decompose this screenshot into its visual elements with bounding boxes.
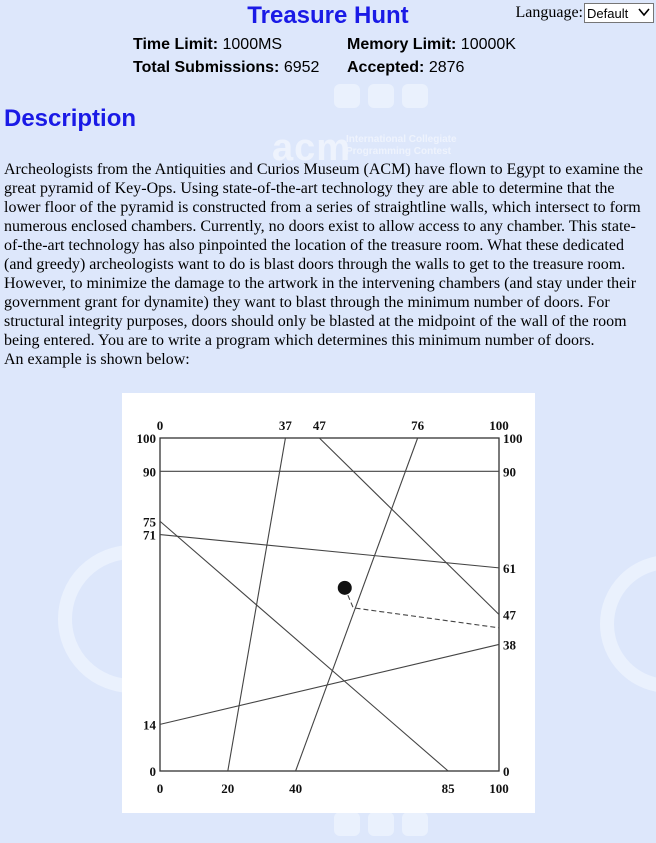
figure-right-label-3: 47 xyxy=(503,607,516,623)
language-select-value: Default xyxy=(587,5,629,21)
total-submissions-label: Total Submissions: xyxy=(133,59,280,76)
figure-top-label-4: 100 xyxy=(489,418,509,433)
figure-wall-3 xyxy=(296,438,418,771)
watermark-seal-right xyxy=(600,555,656,693)
figure-right-label-1: 90 xyxy=(503,464,516,480)
description-paragraph: Archeologists from the Antiquities and Curios Museum (ACM) have flown to Egypt to examine the great pyramid of Key-Ops. Using state-of-the-art technology they are able to determine that the lower floor of the pyramid is constructed from a series of straightline walls, which intersect to form numerous enclosed chambers. Currently, no doors exist to allow access to any chamber. This state-of-the-art technology has also pinpointed the location of the treasure room. What these dedicated (and greedy) archeologists want to do is blast doors through the walls to get to the treasure room. However, to minimize the damage to the artwork in the intervening chambers (and stay under their government grant for dynamite) they want to blast through the minimum number of doors. For structural integrity purposes, doors should only be blasted at the midpoint of the wall of the room being entered. You are to write a program which determines this minimum number of doors. xyxy=(4,161,644,349)
treasure-marker xyxy=(338,581,352,595)
figure-bottom-label-2: 40 xyxy=(289,781,303,796)
total-submissions xyxy=(133,59,319,77)
figure-right-label-2: 61 xyxy=(503,560,516,576)
language-selector xyxy=(515,3,654,23)
watermark-acm-subtitle: International Collegiate Programming Contest xyxy=(346,134,457,157)
example-figure-svg xyxy=(122,393,535,813)
figure-left-label-0: 100 xyxy=(136,431,156,446)
figure-wall-5 xyxy=(160,535,499,568)
figure-left-label-5: 0 xyxy=(149,764,156,779)
figure-left-label-4: 14 xyxy=(143,717,156,733)
figure-frame xyxy=(160,438,499,771)
figure-dashed-path xyxy=(345,588,499,628)
language-select[interactable] xyxy=(584,3,654,23)
figure-top-label-0: 0 xyxy=(156,418,164,433)
watermark-acm-text: acm xyxy=(272,127,352,169)
example-line: An example is shown below: xyxy=(4,351,190,368)
time-limit-label: Time Limit: xyxy=(133,36,219,53)
figure-left-label-3: 71 xyxy=(143,527,156,543)
time-limit xyxy=(133,36,282,54)
figure-bottom-label-3: 85 xyxy=(441,781,455,796)
time-limit-value: 1000MS xyxy=(222,36,283,53)
figure-bottom-label-0: 0 xyxy=(156,781,164,796)
figure-top-label-3: 76 xyxy=(411,418,425,433)
description-body xyxy=(4,160,654,369)
figure-right-label-5: 0 xyxy=(503,764,510,779)
figure-bottom-label-1: 20 xyxy=(221,781,235,796)
figure-top-label-2: 47 xyxy=(312,418,326,433)
chevron-down-icon xyxy=(638,6,650,18)
figure-right-label-0: 100 xyxy=(503,431,523,446)
memory-limit xyxy=(347,36,516,54)
description-heading: Description xyxy=(4,105,137,132)
memory-limit-label: Memory Limit: xyxy=(347,36,457,53)
figure-wall-6 xyxy=(160,644,499,724)
figure-right-label-4: 38 xyxy=(503,637,516,653)
accepted-label: Accepted: xyxy=(347,59,425,76)
accepted-value: 2876 xyxy=(428,59,465,76)
accepted xyxy=(347,59,464,77)
figure-left-label-2: 75 xyxy=(143,514,156,530)
memory-limit-value: 10000K xyxy=(460,36,516,53)
figure-bottom-label-4: 100 xyxy=(489,781,509,796)
watermark-logo-top xyxy=(332,80,422,110)
page-title: Treasure Hunt xyxy=(247,2,409,29)
total-submissions-value: 6952 xyxy=(283,59,320,76)
figure-top-label-1: 37 xyxy=(278,418,292,433)
figure-left-label-1: 90 xyxy=(143,464,156,480)
language-label: Language: xyxy=(515,4,583,21)
example-figure xyxy=(122,393,535,813)
